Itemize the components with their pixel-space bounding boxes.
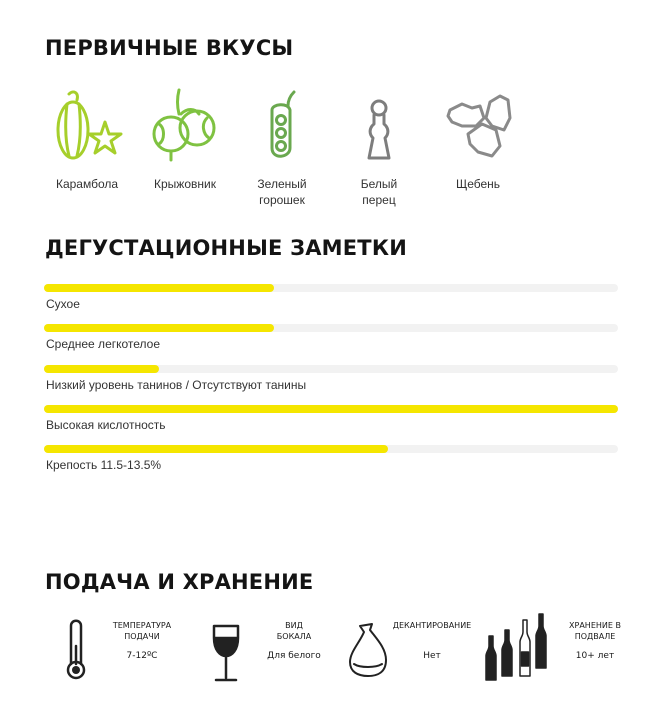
flavor-label: Крыжовник bbox=[154, 177, 216, 191]
serving-item-title: ДЕКАНТИРОВАНИЕ bbox=[392, 621, 472, 630]
tasting-note-label: Низкий уровень танинов / Отсутствуют танины bbox=[46, 377, 307, 392]
tasting-note-fill bbox=[44, 284, 274, 292]
serving-item-value: 7-12ºC bbox=[126, 651, 158, 661]
tasting-notes-title: ДЕГУСТАЦИОННЫЕ ЗАМЕТКИ bbox=[45, 236, 407, 260]
tasting-note-label: Высокая кислотность bbox=[46, 417, 166, 432]
starfruit-icon bbox=[47, 88, 127, 166]
tasting-note-fill bbox=[44, 324, 274, 332]
serving-item-value: Нет bbox=[423, 651, 441, 661]
tasting-note-row bbox=[44, 284, 618, 324]
serving-item-value: 10+ лет bbox=[575, 651, 615, 661]
flavor-label: Карамбола bbox=[55, 177, 119, 191]
flavor-item-gooseberry bbox=[139, 88, 231, 192]
tasting-notes-list bbox=[44, 284, 618, 485]
flavor-item-white-pepper bbox=[333, 88, 425, 208]
flavor-label: Зеленый горошек bbox=[257, 177, 307, 207]
green-pea-icon bbox=[242, 88, 322, 166]
pepper-mill-icon bbox=[339, 88, 419, 166]
serving-storage-title: ПОДАЧА И ХРАНЕНИЕ bbox=[45, 570, 314, 594]
flavor-label: Белый перец bbox=[360, 177, 398, 207]
tasting-note-fill bbox=[44, 365, 159, 373]
serving-item-temperature bbox=[100, 620, 184, 661]
tasting-note-fill bbox=[44, 405, 618, 413]
flavor-label: Щебень bbox=[455, 177, 501, 191]
gravel-icon bbox=[438, 88, 518, 166]
serving-item-cellar bbox=[560, 620, 630, 661]
decanter-icon bbox=[346, 622, 392, 680]
serving-item-title: ВИД БОКАЛА bbox=[276, 621, 312, 641]
gooseberry-icon bbox=[145, 88, 225, 166]
tasting-note-label: Крепость 11.5-13.5% bbox=[46, 458, 162, 473]
serving-item-glass bbox=[256, 620, 332, 661]
serving-item-title: ХРАНЕНИЕ В ПОДВАЛЕ bbox=[569, 621, 621, 641]
serving-item-value: Для белого bbox=[267, 651, 321, 661]
flavor-item-green-pea bbox=[236, 88, 328, 208]
primary-flavors-title: ПЕРВИЧНЫЕ ВКУСЫ bbox=[45, 36, 294, 60]
tasting-note-fill bbox=[44, 445, 388, 453]
tasting-note-row bbox=[44, 405, 618, 445]
tasting-note-row bbox=[44, 445, 618, 485]
serving-item-decanting bbox=[390, 620, 474, 661]
serving-item-title: ТЕМПЕРАТУРА ПОДАЧИ bbox=[112, 621, 172, 641]
flavor-item-starfruit bbox=[41, 88, 133, 192]
flavor-item-gravel bbox=[432, 88, 524, 192]
tasting-note-label: Среднее легкотелое bbox=[46, 337, 161, 352]
thermometer-icon bbox=[60, 616, 92, 680]
tasting-note-row bbox=[44, 324, 618, 364]
tasting-note-label: Сухое bbox=[46, 297, 80, 311]
wine-glass-icon bbox=[206, 622, 246, 684]
wine-bottles-icon bbox=[480, 612, 554, 684]
tasting-note-row bbox=[44, 365, 618, 405]
